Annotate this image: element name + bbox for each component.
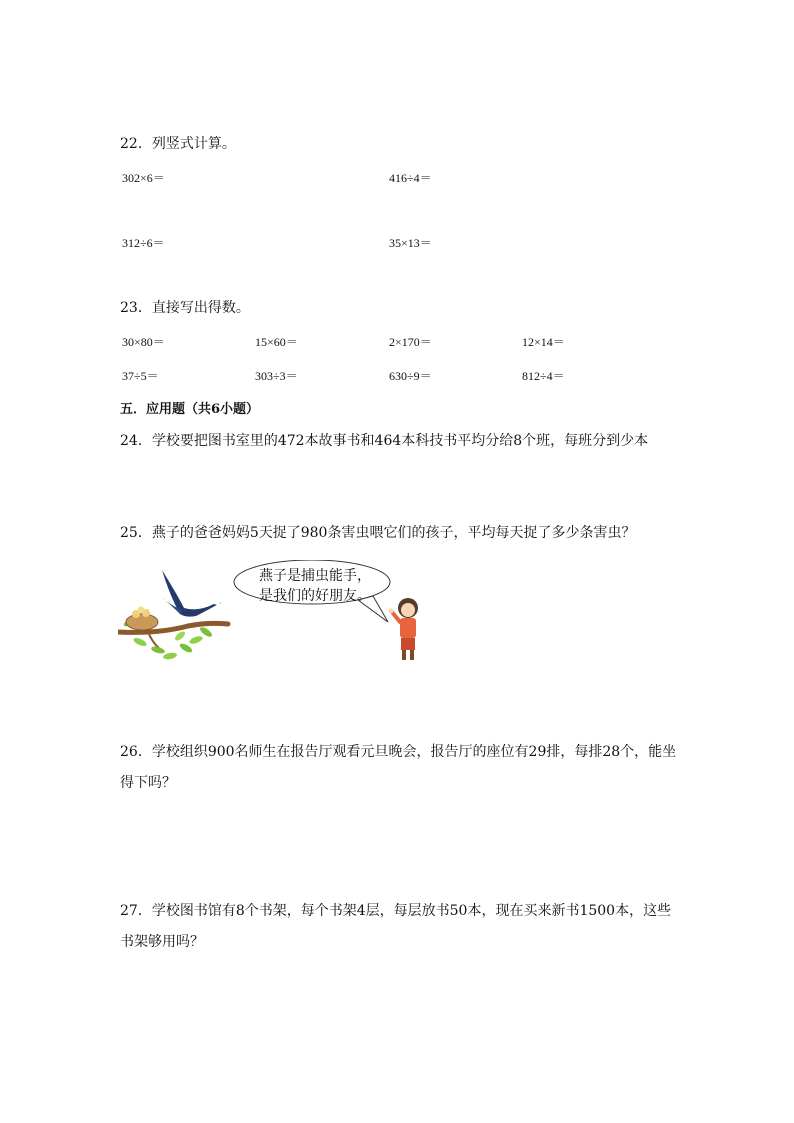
q23-expr-r2c2: 303÷3＝ [255, 369, 298, 383]
q23-expr-r1c2: 15×60＝ [255, 335, 298, 349]
q23-expr-r2c1: 37÷5＝ [122, 369, 159, 383]
q22-expr-2: 416÷4＝ [389, 171, 432, 185]
q23-expr-r1c3: 2×170＝ [389, 335, 432, 349]
nest-icon [126, 607, 158, 631]
q22-expr-1: 302×6＝ [122, 171, 165, 185]
speech-bubble-line-1: 燕子是捕虫能手， [259, 568, 371, 584]
section-five-title: 五．应用题（共6小题） [120, 402, 260, 417]
q23-expr-r2c4: 812÷4＝ [522, 369, 565, 383]
q23-title: 23．直接写出得数。 [120, 300, 250, 316]
q22-expr-4: 35×13＝ [389, 236, 432, 250]
q26-line-1: 26．学校组织900名师生在报告厅观看元旦晚会，报告厅的座位有29排，每排28个，能坐 [120, 744, 677, 760]
q27-line-1: 27．学校图书馆有8个书架，每个书架4层，每层放书50本，现在买来新书1500本，这些 [120, 903, 672, 919]
q22-title: 22．列竖式计算。 [120, 136, 236, 152]
swallow-icon [160, 570, 222, 617]
q22-expr-3: 312÷6＝ [122, 236, 165, 250]
q23-expr-r1c4: 12×14＝ [522, 335, 565, 349]
q27-line-2: 书架够用吗？ [120, 934, 204, 950]
speech-bubble-line-2: 是我们的好朋友。 [259, 588, 371, 604]
q26-line-2: 得下吗？ [120, 775, 176, 791]
q25-text: 25．燕子的爸爸妈妈5天捉了980条害虫喂它们的孩子，平均每天捉了多少条害虫？ [120, 525, 636, 541]
speech-bubble-text [240, 566, 390, 606]
girl-icon [389, 598, 419, 660]
q23-expr-r1c1: 30×80＝ [122, 335, 165, 349]
q23-expr-r2c3: 630÷9＝ [389, 369, 432, 383]
q24-text: 24．学校要把图书室里的472本故事书和464本科技书平均分给8个班，每班分到少本 [120, 433, 649, 449]
